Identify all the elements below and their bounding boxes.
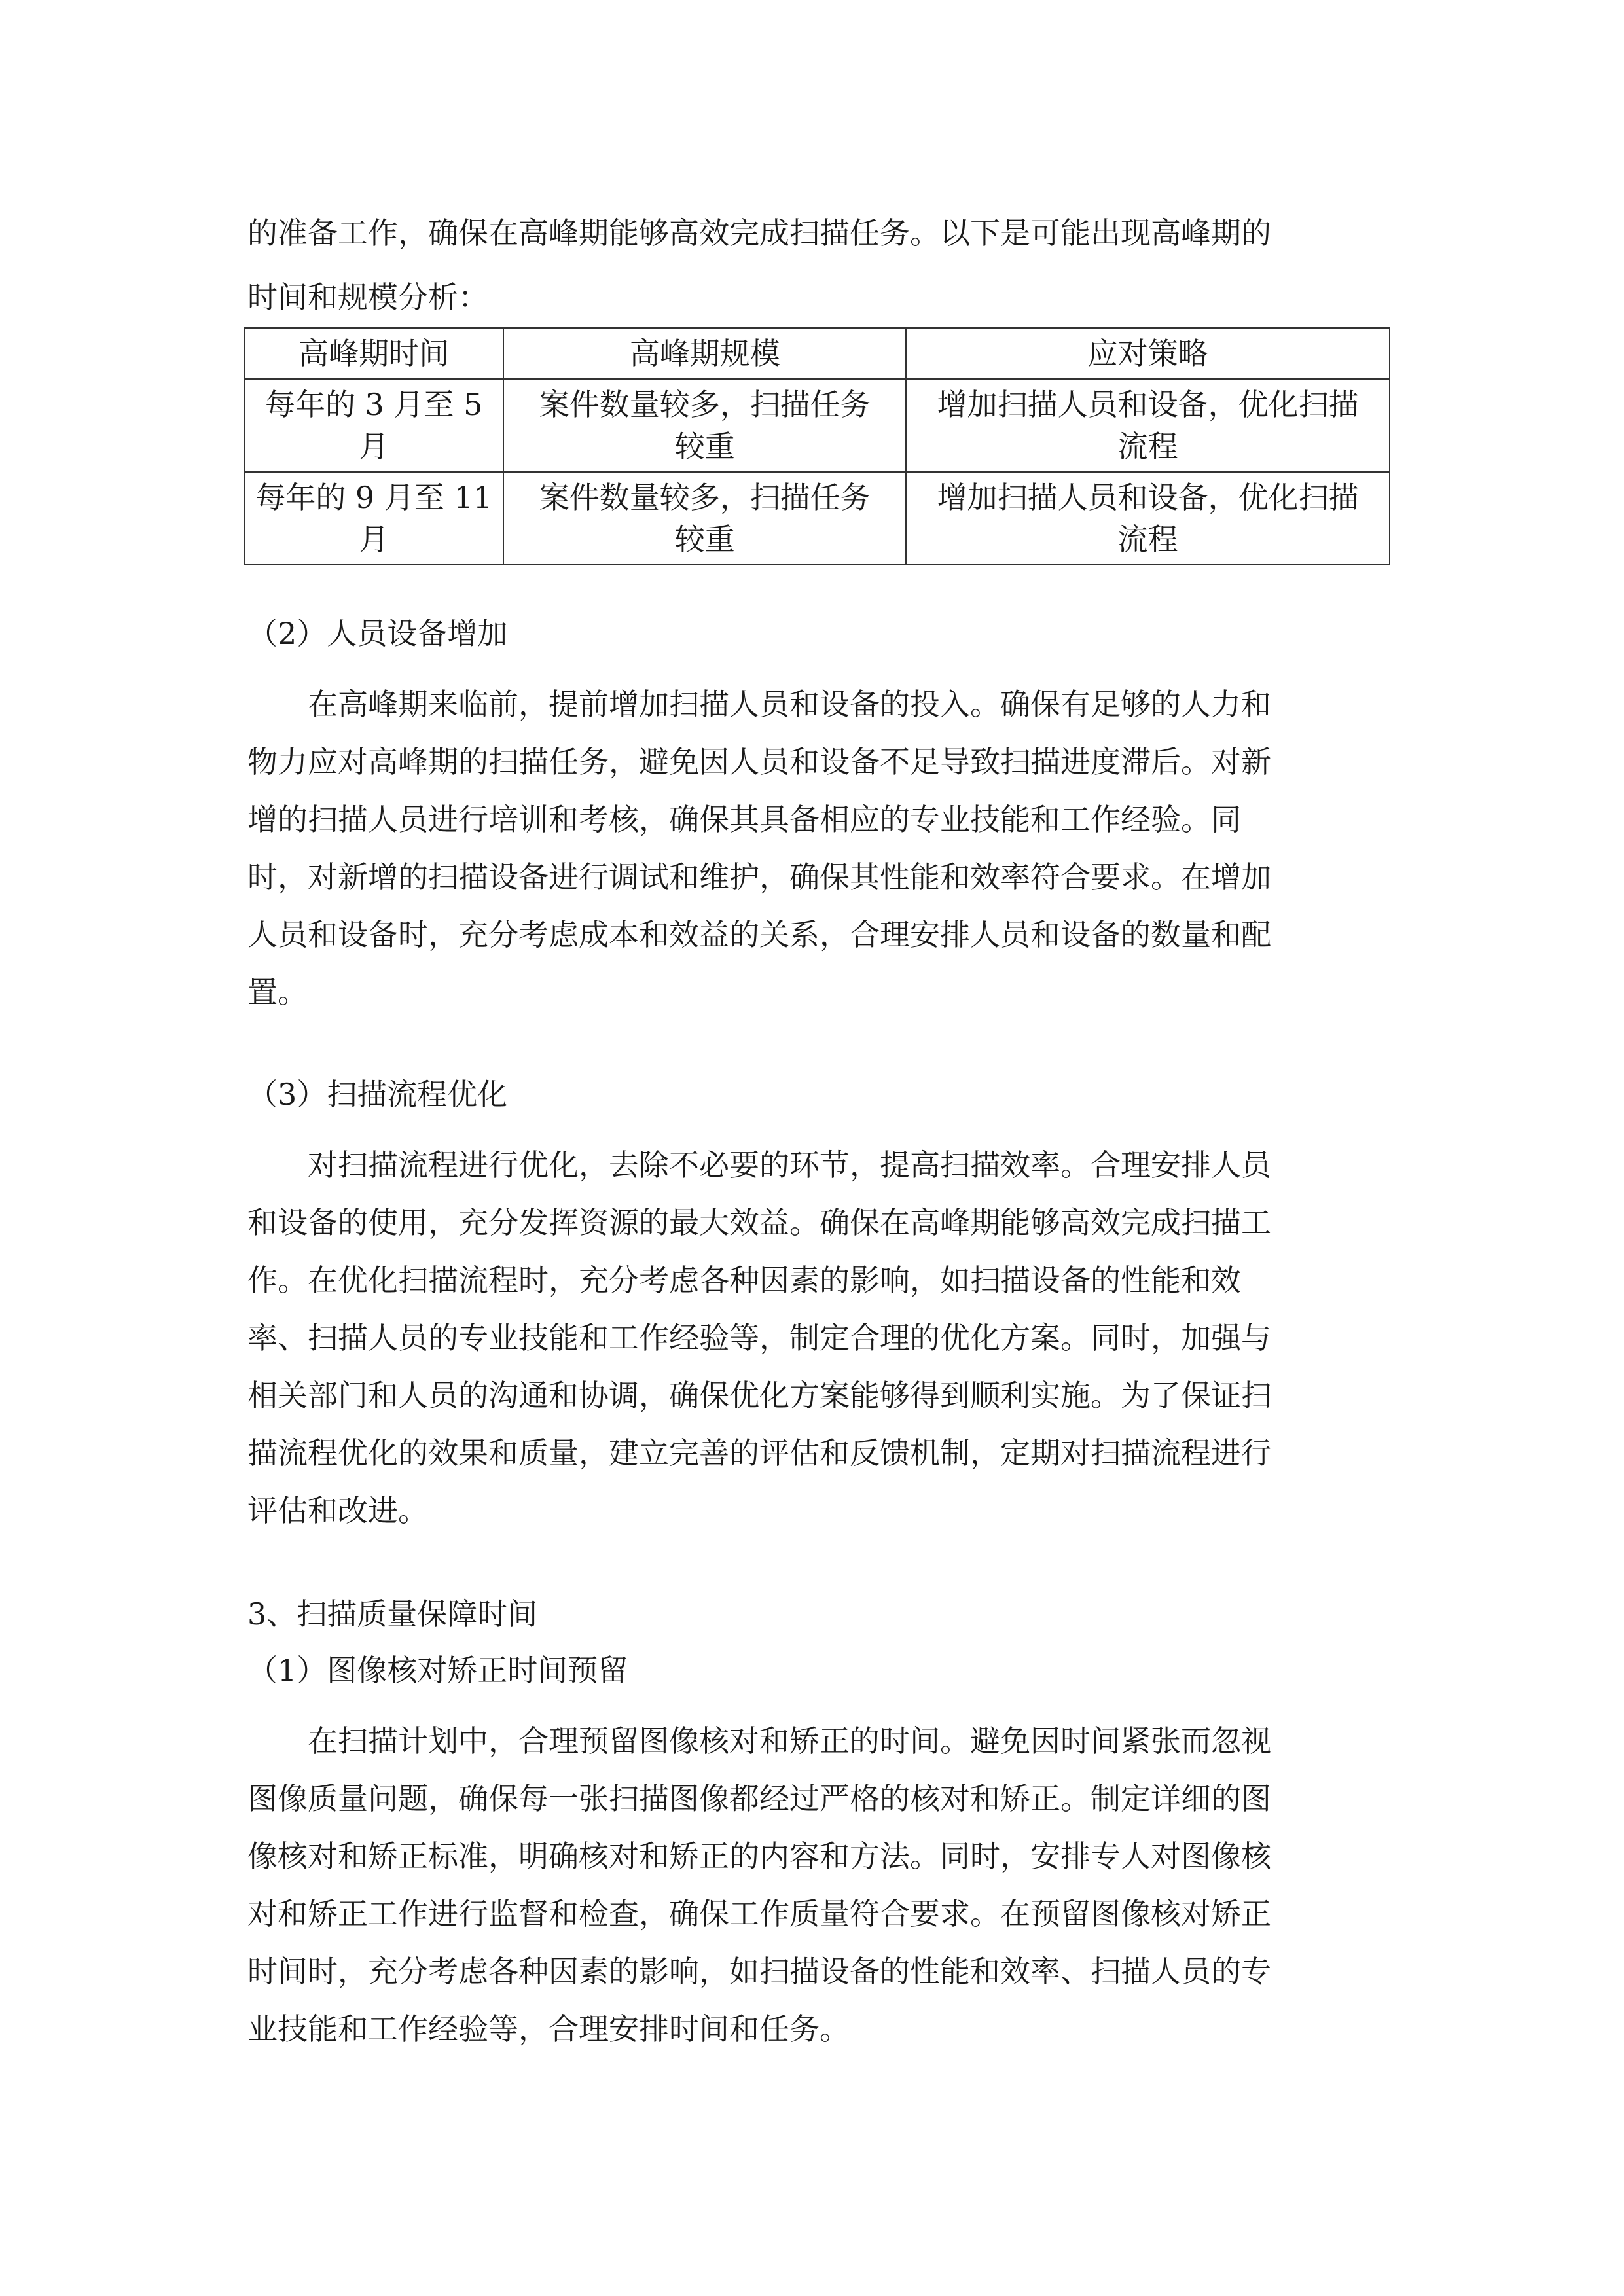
intro-line-1: 的准备工作，确保在高峰期能够高效完成扫描任务。以下是可能出现高峰期的 [247,215,1271,251]
paragraph-line: 图像质量问题，确保每一张扫描图像都经过严格的核对和矫正。制定详细的图 [247,1781,1271,1816]
chapter-3-heading: 3、扫描质量保障时间 [247,1596,538,1632]
intro-line-2: 时间和规模分析： [247,279,488,315]
cell-strategy [906,379,1390,472]
paragraph-line: 和设备的使用，充分发挥资源的最大效益。确保在高峰期能够高效完成扫描工 [247,1205,1271,1240]
paragraph-line: 时，对新增的扫描设备进行调试和维护，确保其性能和效率符合要求。在增加 [247,859,1271,895]
paragraph-line: 在扫描计划中，合理预留图像核对和矫正的时间。避免因时间紧张而忽视 [308,1723,1271,1759]
paragraph-line: 率、扫描人员的专业技能和工作经验等，制定合理的优化方案。同时，加强与 [247,1320,1271,1355]
cell-scale [503,379,906,472]
header-time: 高峰期时间 [244,328,503,379]
paragraph-line: 作。在优化扫描流程时，充分考虑各种因素的影响，如扫描设备的性能和效 [247,1263,1241,1298]
paragraph-line: 置。 [247,975,308,1010]
cell-text: 每年的 9 月至 11 [255,480,492,515]
table-header-row [244,328,1390,379]
cell-text: 增加扫描人员和设备，优化扫描 [937,480,1359,515]
paragraph-line: 时间时，充分考虑各种因素的影响，如扫描设备的性能和效率、扫描人员的专 [247,1954,1271,1989]
paragraph-line: 人员和设备时，充分考虑成本和效益的关系，合理安排人员和设备的数量和配 [247,917,1271,952]
cell-scale [503,472,906,565]
cell-text: 较重 [674,429,735,464]
cell-time [244,379,503,472]
section-3-heading: （3）扫描流程优化 [247,1077,508,1112]
paragraph-line: 相关部门和人员的沟通和协调，确保优化方案能够得到顺利实施。为了保证扫 [247,1378,1271,1413]
paragraph-line: 增的扫描人员进行培训和考核，确保其具备相应的专业技能和工作经验。同 [247,802,1241,837]
peak-period-table [244,327,1390,565]
paragraph-line: 对扫描流程进行优化，去除不必要的环节，提高扫描效率。合理安排人员 [308,1147,1271,1183]
table-row [244,472,1390,565]
cell-text: 案件数量较多，扫描任务 [539,387,871,422]
cell-strategy [906,472,1390,565]
paragraph-line: 对和矫正工作进行监督和检查，确保工作质量符合要求。在预留图像核对矫正 [247,1896,1271,1931]
paragraph-line: 在高峰期来临前，提前增加扫描人员和设备的投入。确保有足够的人力和 [308,687,1271,722]
cell-text: 较重 [674,522,735,557]
table-row [244,379,1390,472]
paragraph-line: 像核对和矫正标准，明确核对和矫正的内容和方法。同时，安排专人对图像核 [247,1839,1271,1874]
cell-time [244,472,503,565]
header-strategy: 应对策略 [906,328,1390,379]
cell-text: 每年的 3 月至 5 [264,387,483,422]
paragraph-line: 描流程优化的效果和质量，建立完善的评估和反馈机制，定期对扫描流程进行 [247,1435,1271,1471]
paragraph-line: 评估和改进。 [247,1493,428,1528]
section-2-paragraph [247,675,1271,1021]
chapter-3-subheading: （1）图像核对矫正时间预留 [247,1653,628,1688]
paragraph-line: 业技能和工作经验等，合理安排时间和任务。 [247,2011,850,2047]
chapter-3-paragraph [247,1712,1271,2058]
section-2-heading: （2）人员设备增加 [247,616,508,651]
cell-text: 增加扫描人员和设备，优化扫描 [937,387,1359,422]
paragraph-line: 物力应对高峰期的扫描任务，避免因人员和设备不足导致扫描进度滞后。对新 [247,744,1271,780]
cell-text: 流程 [1117,522,1178,557]
section-3-paragraph [247,1136,1271,1539]
cell-text: 案件数量较多，扫描任务 [539,480,871,515]
header-scale: 高峰期规模 [503,328,906,379]
cell-text: 月 [359,429,389,464]
cell-text: 流程 [1117,429,1178,464]
cell-text: 月 [359,522,389,557]
